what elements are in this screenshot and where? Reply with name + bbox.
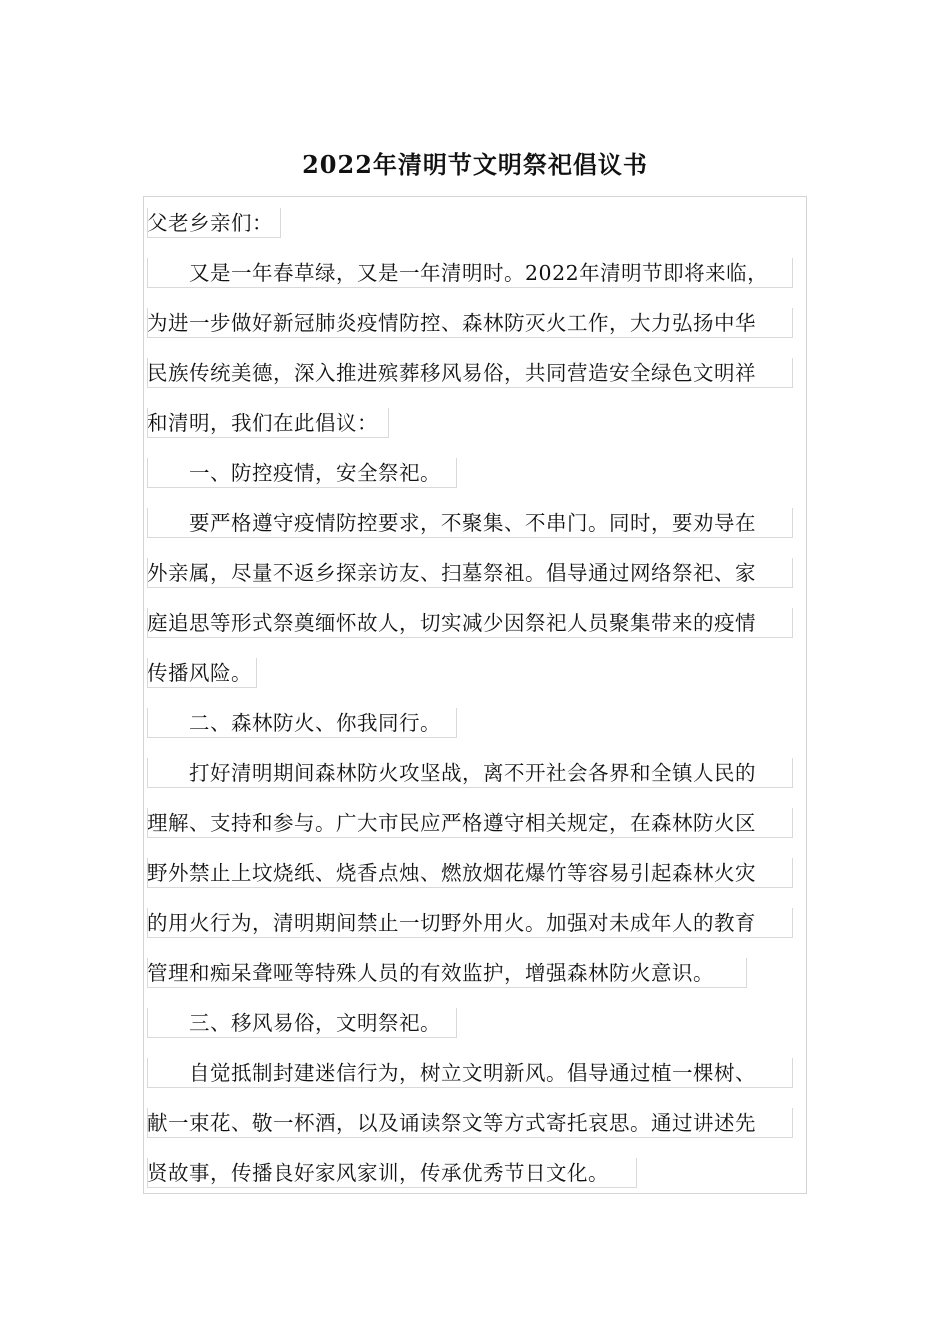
salutation: 父老乡亲们： (147, 208, 281, 238)
section-heading: 三、移风易俗，文明祭祀。 (147, 1008, 457, 1038)
paragraph-line: 民族传统美德，深入推进殡葬移风易俗，共同营造安全绿色文明祥 (147, 358, 793, 388)
paragraph-line: 又是一年春草绿，又是一年清明时。2022年清明节即将来临， (147, 258, 793, 288)
section-heading: 一、防控疫情，安全祭祀。 (147, 458, 457, 488)
paragraph-line: 管理和痴呆聋哑等特殊人员的有效监护，增强森林防火意识。 (147, 958, 747, 988)
paragraph-line: 野外禁止上坟烧纸、烧香点烛、燃放烟花爆竹等容易引起森林火灾 (147, 858, 793, 888)
paragraph-line: 理解、支持和参与。广大市民应严格遵守相关规定，在森林防火区 (147, 808, 793, 838)
paragraph-line: 和清明，我们在此倡议： (147, 408, 389, 438)
paragraph-line: 外亲属，尽量不返乡探亲访友、扫墓祭祖。倡导通过网络祭祀、家 (147, 558, 793, 588)
paragraph-line: 传播风险。 (147, 658, 257, 688)
paragraph-line: 贤故事，传播良好家风家训，传承优秀节日文化。 (147, 1158, 637, 1188)
document-title: 2022年清明节文明祭祀倡议书 (302, 150, 648, 179)
paragraph-line: 要严格遵守疫情防控要求，不聚集、不串门。同时，要劝导在 (147, 508, 793, 538)
section-heading: 二、森林防火、你我同行。 (147, 708, 457, 738)
paragraph-line: 打好清明期间森林防火攻坚战，离不开社会各界和全镇人民的 (147, 758, 793, 788)
paragraph-line: 献一束花、敬一杯酒，以及诵读祭文等方式寄托哀思。通过讲述先 (147, 1108, 793, 1138)
paragraph-line: 自觉抵制封建迷信行为，树立文明新风。倡导通过植一棵树、 (147, 1058, 793, 1088)
paragraph-line: 为进一步做好新冠肺炎疫情防控、森林防灭火工作，大力弘扬中华 (147, 308, 793, 338)
paragraph-line: 庭追思等形式祭奠缅怀故人，切实减少因祭祀人员聚集带来的疫情 (147, 608, 793, 638)
document-body-frame (143, 196, 807, 1194)
paragraph-line: 的用火行为，清明期间禁止一切野外用火。加强对未成年人的教育 (147, 908, 793, 938)
